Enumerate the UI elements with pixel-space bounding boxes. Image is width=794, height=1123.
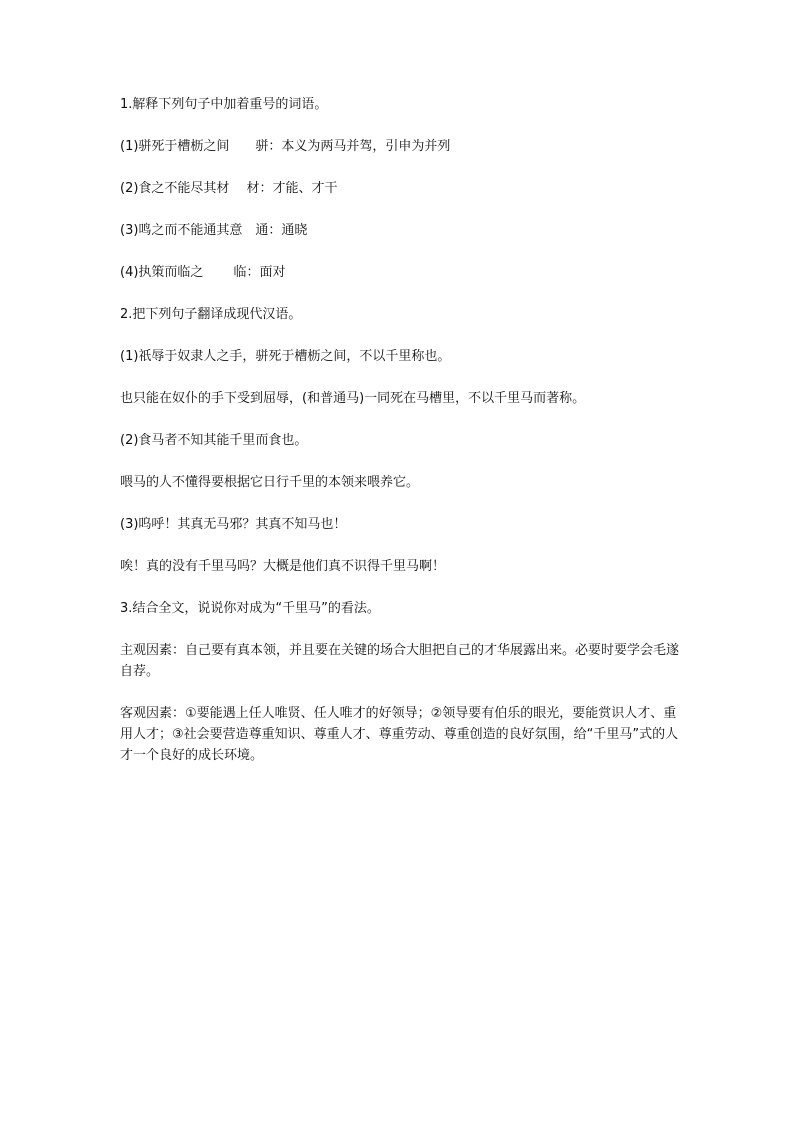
q1-item-3: (3)鸣之而不能通其意 通：通晓 bbox=[120, 223, 308, 238]
document-body bbox=[120, 94, 680, 787]
question-1-heading: 1.解释下列句子中加着重号的词语。 bbox=[120, 97, 328, 112]
q2-translation-1: 也只能在奴仆的手下受到屈辱，(和普通马)一同死在马槽里，不以千里马而著称。 bbox=[120, 391, 586, 406]
q2-translation-3: 唉！真的没有千里马吗？大概是他们真不识得千里马啊！ bbox=[120, 559, 446, 574]
question-3-heading: 3.结合全文，说说你对成为“千里马”的看法。 bbox=[120, 601, 380, 616]
q1-item-2: (2)食之不能尽其材 材：才能、才干 bbox=[120, 181, 338, 196]
q3-objective-answer: 客观因素：①要能遇上任人唯贤、任人唯才的好领导；②领导要有伯乐的眼光，要能赏识人才、重用人才；③社会要营造尊重知识、尊重人才、尊重劳动、尊重创造的良好氛围，给“千里马”式的人才一个良好的成长环境。 bbox=[120, 706, 679, 763]
q1-item-4: (4)执策而临之 临：面对 bbox=[120, 265, 286, 280]
q2-sentence-2: (2)食马者不知其能千里而食也。 bbox=[120, 433, 308, 448]
question-2-heading: 2.把下列句子翻译成现代汉语。 bbox=[120, 307, 302, 322]
q2-sentence-1: (1)祇辱于奴隶人之手，骈死于槽枥之间，不以千里称也。 bbox=[120, 349, 451, 364]
q1-item-1: (1)骈死于槽枥之间 骈：本义为两马并驾，引申为并列 bbox=[120, 139, 451, 154]
q2-translation-2: 喂马的人不懂得要根据它日行千里的本领来喂养它。 bbox=[120, 475, 420, 490]
q3-subjective-answer: 主观因素：自己要有真本领，并且要在关键的场合大胆把自己的才华展露出来。必要时要学会毛遂自荐。 bbox=[120, 643, 680, 679]
q2-sentence-3: (3)呜呼！其真无马邪？其真不知马也！ bbox=[120, 517, 347, 532]
